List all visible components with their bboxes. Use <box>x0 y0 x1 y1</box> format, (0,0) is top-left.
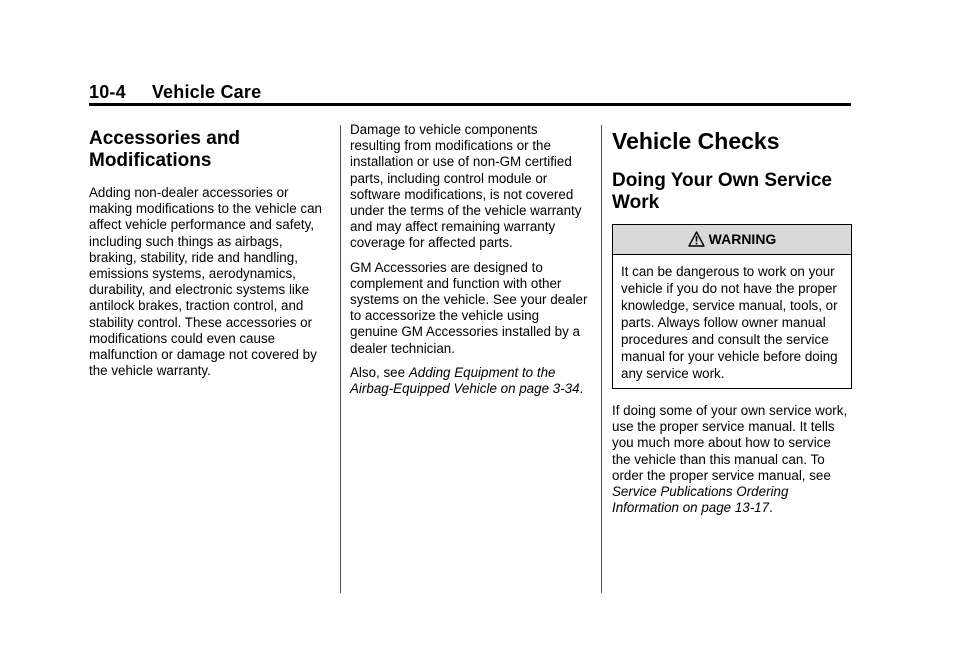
vehicle-checks-heading: Vehicle Checks <box>612 128 780 154</box>
service-work-paragraph <box>612 403 852 516</box>
warning-triangle-icon <box>688 231 705 250</box>
airbag-equipment-link[interactable]: Adding Equipment to the Airbag-Equipped Vehicle on page 3-34 <box>350 364 580 397</box>
section-heading-accessories: Accessories and Modifications <box>89 128 241 171</box>
warning-text: It can be dangerous to work on your vehicle if you do not have the proper knowledge, service manual, tools, or parts. Always follow owner manual procedures and consult the service manual for your vehicle before doing any service work. <box>621 264 838 381</box>
column-1 <box>89 122 327 387</box>
also-see-paragraph <box>350 365 588 397</box>
column-2 <box>350 122 588 405</box>
service-work-suffix: . <box>769 500 773 516</box>
column-divider-left <box>340 125 341 593</box>
warning-header <box>613 225 851 255</box>
doing-your-own-service-heading: Doing Your Own Service Work <box>612 170 832 213</box>
also-see-suffix: . <box>579 381 584 397</box>
accessories-paragraph: Adding non-dealer accessories or making modifications to the vehicle can affect vehicle performance and safety, including such things as airbags, braking, stability, ride and handling, emissions systems, aerodynamics, durability, and electronic systems like antilock brakes, traction control, and stability control. These accessories or modifications could even cause malfunction or damage not covered by the vehicle warranty. <box>89 185 322 379</box>
damage-paragraph: Damage to vehicle components resulting from modifications or the installation or use of non-GM certified parts, including control module or software modifications, is not covered under the terms of the vehicle warranty and may affect remaining warranty coverage for affected parts. <box>350 122 582 251</box>
page-header-title: 10-4 Vehicle Care <box>89 82 262 102</box>
also-see-prefix: Also, see <box>350 364 409 380</box>
warning-box <box>612 224 852 389</box>
service-work-prefix: If doing some of your own service work, use the proper service manual. It tells you much more about how to service the vehicle than this manual can. To order the proper service manual, see <box>612 403 848 483</box>
column-divider-right <box>601 125 602 593</box>
gm-accessories-paragraph: GM Accessories are designed to complement and function with other systems on the vehicle. See your dealer to accessorize the vehicle using genuine GM Accessories installed by a dealer technician. <box>350 259 588 356</box>
service-publications-link[interactable]: Service Publications Ordering Information on page 13-17 <box>612 484 789 516</box>
header-rule <box>89 103 851 106</box>
warning-title: WARNING <box>708 231 777 247</box>
column-3 <box>612 122 852 524</box>
